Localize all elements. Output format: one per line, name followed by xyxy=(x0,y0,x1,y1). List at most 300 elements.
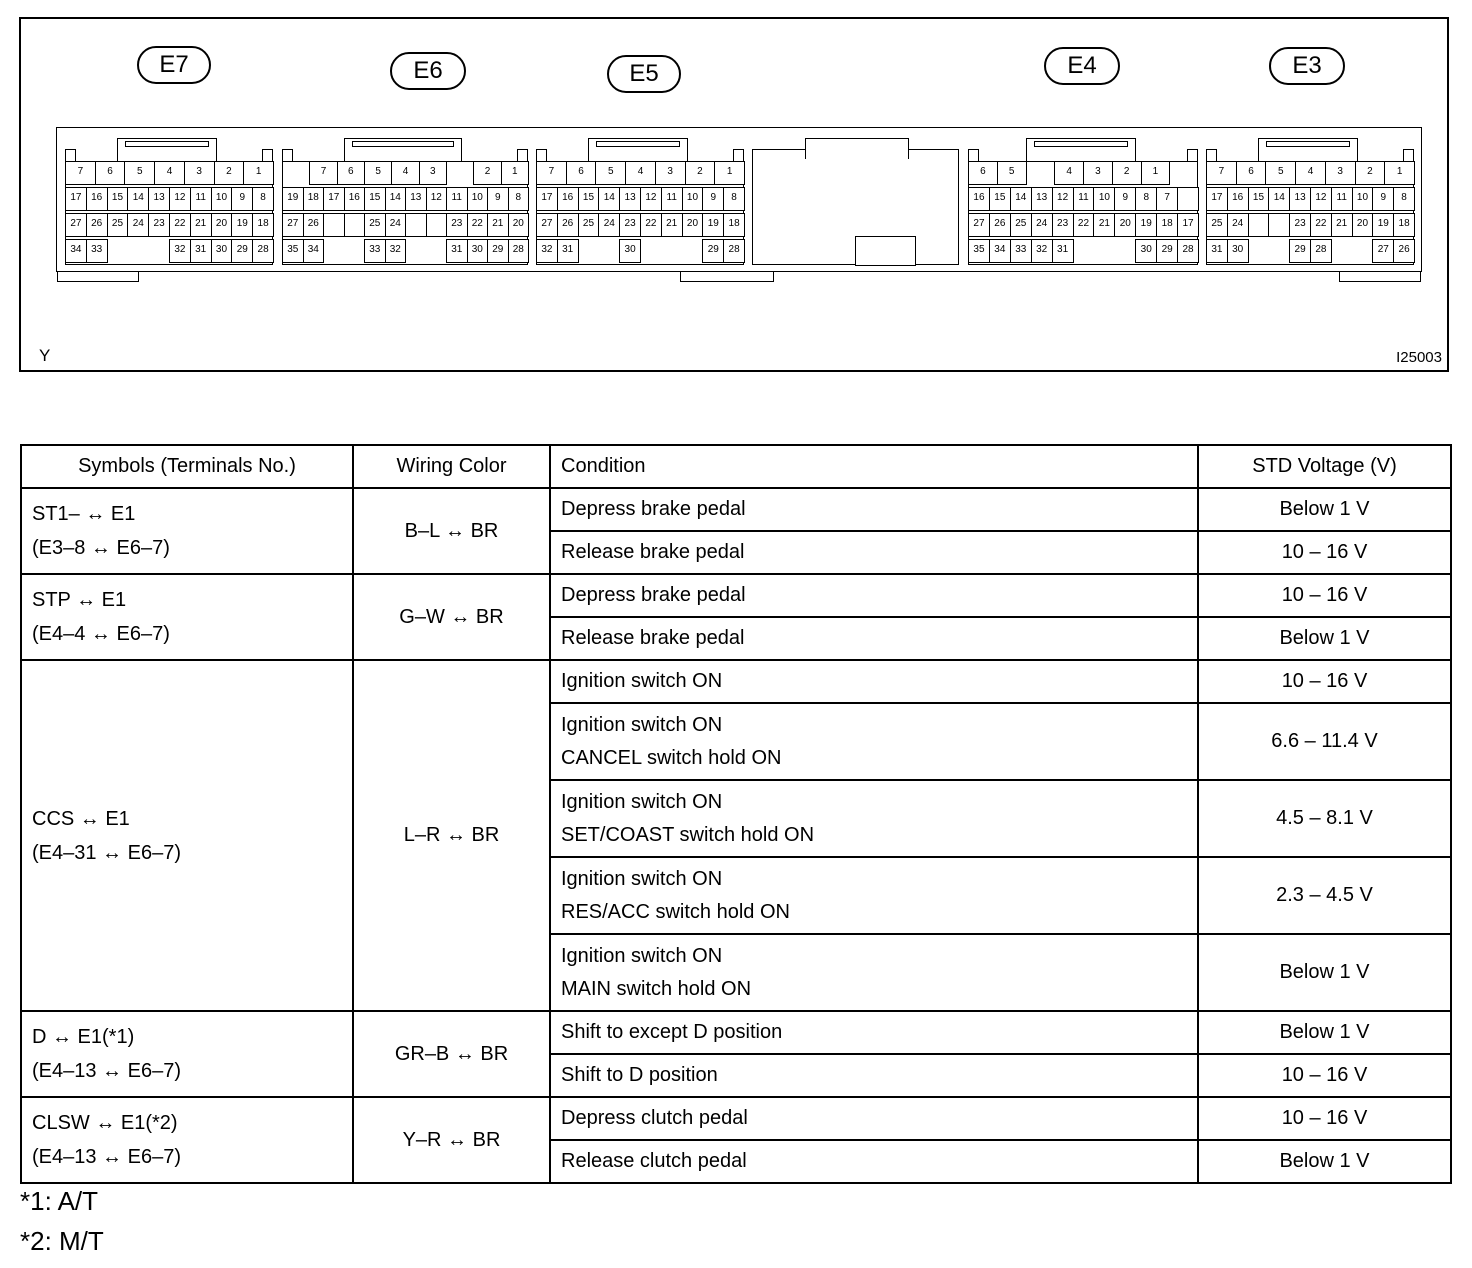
terminal-cell: 29 xyxy=(1156,239,1178,263)
terminal-cell: 21 xyxy=(190,213,212,237)
terminal-cell: 13 xyxy=(405,187,427,211)
table-row xyxy=(21,660,1451,703)
terminal-cell xyxy=(1352,239,1374,263)
std-voltage-cell: 10 – 16 V xyxy=(1198,531,1451,574)
condition-cell xyxy=(550,617,1198,660)
terminal-cell: 13 xyxy=(148,187,170,211)
terminal-cell xyxy=(1177,187,1199,211)
latch-bar xyxy=(1266,141,1350,147)
terminal-cell xyxy=(1073,239,1095,263)
condition-cell xyxy=(550,1097,1198,1140)
terminal-cell: 26 xyxy=(303,213,325,237)
terminal-cell: 29 xyxy=(231,239,253,263)
terminal-cell: 4 xyxy=(154,161,185,185)
terminal-cell: 32 xyxy=(385,239,407,263)
terminal-cell: 6 xyxy=(95,161,126,185)
terminal-cell: 12 xyxy=(169,187,191,211)
terminal-cell xyxy=(1268,213,1290,237)
terminal-cell: 33 xyxy=(86,239,108,263)
terminal-cell: 26 xyxy=(989,213,1011,237)
terminal-cell: 6 xyxy=(566,161,597,185)
terminal-cell: 18 xyxy=(1393,213,1415,237)
terminal-cell: 2 xyxy=(1355,161,1386,185)
condition-cell xyxy=(550,780,1198,857)
terminal-cell xyxy=(1248,213,1270,237)
table-body xyxy=(21,488,1451,1183)
terminal-cell: 16 xyxy=(968,187,990,211)
terminal-cell: 8 xyxy=(1393,187,1415,211)
terminal-cell xyxy=(323,213,345,237)
terminal-cell: 29 xyxy=(487,239,509,263)
terminal-cell: 18 xyxy=(252,213,274,237)
std-voltage-cell: Below 1 V xyxy=(1198,1011,1451,1054)
terminal-cell: 30 xyxy=(1227,239,1249,263)
terminal-cell xyxy=(661,239,683,263)
latch-bar xyxy=(596,141,680,147)
terminal-cell xyxy=(1093,239,1115,263)
terminal-cell: 8 xyxy=(252,187,274,211)
terminal-cell: 12 xyxy=(1310,187,1332,211)
terminal-cell: 16 xyxy=(557,187,579,211)
housing-foot-rail xyxy=(680,272,774,282)
terminal-cell: 1 xyxy=(243,161,274,185)
condition-line: Shift to except D position xyxy=(561,1021,783,1043)
terminal-cell: 8 xyxy=(723,187,745,211)
terminal-cell: 28 xyxy=(1177,239,1199,263)
terminal-cell: 3 xyxy=(419,161,447,185)
terminal-cell: 1 xyxy=(714,161,745,185)
terminal-cell: 20 xyxy=(508,213,530,237)
symbol-cell xyxy=(21,488,353,574)
terminal-cell: 20 xyxy=(1114,213,1136,237)
terminal-cell: 7 xyxy=(309,161,337,185)
terminal-cell: 11 xyxy=(661,187,683,211)
terminal-cell: 14 xyxy=(385,187,407,211)
terminal-cell: 18 xyxy=(303,187,325,211)
table-row xyxy=(21,574,1451,617)
symbol-cell xyxy=(21,574,353,660)
terminal-cell: 1 xyxy=(1141,161,1171,185)
std-voltage-cell: Below 1 V xyxy=(1198,1140,1451,1183)
connector-ear xyxy=(1206,149,1217,161)
std-voltage-cell: Below 1 V xyxy=(1198,617,1451,660)
terminal-cell: 9 xyxy=(1372,187,1394,211)
condition-line: Ignition switch ON xyxy=(561,670,723,692)
terminal-cell: 34 xyxy=(989,239,1011,263)
terminal-cell: 25 xyxy=(578,213,600,237)
header-symbols: Symbols (Terminals No.) xyxy=(21,445,353,488)
terminal-cell xyxy=(344,213,366,237)
terminal-cell: 5 xyxy=(364,161,392,185)
terminal-cell: 1 xyxy=(1384,161,1415,185)
condition-cell xyxy=(550,531,1198,574)
connector-ear xyxy=(262,149,273,161)
connector-ear xyxy=(536,149,547,161)
std-voltage-cell: 4.5 – 8.1 V xyxy=(1198,780,1451,857)
terminal-cell: 16 xyxy=(86,187,108,211)
terminal-cell: 14 xyxy=(1268,187,1290,211)
connector-label-e6: E6 xyxy=(390,52,466,90)
terminal-cell: 10 xyxy=(682,187,704,211)
terminal-cell: 11 xyxy=(446,187,468,211)
terminal-cell: 11 xyxy=(1331,187,1353,211)
terminal-cell: 25 xyxy=(1010,213,1032,237)
terminal-cell: 26 xyxy=(86,213,108,237)
condition-line: Release brake pedal xyxy=(561,627,745,649)
table-row xyxy=(21,488,1451,531)
terminal-cell: 31 xyxy=(1206,239,1228,263)
terminal-cell: 3 xyxy=(1083,161,1113,185)
terminal-cell: 33 xyxy=(1010,239,1032,263)
terminal-cell: 11 xyxy=(190,187,212,211)
terminal-cell: 15 xyxy=(1248,187,1270,211)
latch-bar xyxy=(1034,141,1128,147)
terminal-cell: 14 xyxy=(127,187,149,211)
terminal-cell: 10 xyxy=(467,187,489,211)
connector-ear xyxy=(1403,149,1414,161)
terminal-cell: 33 xyxy=(364,239,386,263)
terminal-cell: 7 xyxy=(1156,187,1178,211)
terminal-cell: 19 xyxy=(282,187,304,211)
terminal-cell xyxy=(640,239,662,263)
housing-foot-rail xyxy=(57,272,139,282)
terminal-cell: 22 xyxy=(467,213,489,237)
terminal-cell xyxy=(282,161,310,185)
terminal-cell xyxy=(426,239,448,263)
terminal-cell: 34 xyxy=(65,239,87,263)
terminal-cell: 9 xyxy=(231,187,253,211)
condition-line: SET/COAST switch hold ON xyxy=(561,823,815,846)
terminal-cell: 31 xyxy=(446,239,468,263)
terminal-cell: 35 xyxy=(282,239,304,263)
wiring-color-cell: G–W ↔ BR xyxy=(353,574,550,660)
terminal-cell: 9 xyxy=(702,187,724,211)
header-wiring-color: Wiring Color xyxy=(353,445,550,488)
condition-line: Ignition switch ON xyxy=(561,944,723,967)
terminal-cell: 20 xyxy=(1352,213,1374,237)
terminal-cell: 10 xyxy=(1352,187,1374,211)
terminal-cell: 23 xyxy=(619,213,641,237)
terminals-text: (E4–4 ↔ E6–7) xyxy=(32,623,170,645)
condition-line: Release clutch pedal xyxy=(561,1150,747,1172)
terminal-cell: 22 xyxy=(640,213,662,237)
terminal-cell: 4 xyxy=(625,161,656,185)
std-voltage-cell: 10 – 16 V xyxy=(1198,574,1451,617)
terminal-cell xyxy=(578,239,600,263)
terminal-cell: 28 xyxy=(508,239,530,263)
terminal-cell: 26 xyxy=(557,213,579,237)
terminal-cell: 30 xyxy=(467,239,489,263)
std-voltage-cell: 10 – 16 V xyxy=(1198,1054,1451,1097)
condition-line: Release brake pedal xyxy=(561,541,745,563)
terminal-cell: 4 xyxy=(1295,161,1326,185)
connector-ear xyxy=(65,149,76,161)
terminal-cell: 25 xyxy=(364,213,386,237)
footnote-1: *1: A/T xyxy=(20,1186,99,1216)
symbol-text: CLSW ↔ E1(*2) xyxy=(32,1112,178,1134)
terminal-cell xyxy=(405,239,427,263)
table-row xyxy=(21,1097,1451,1140)
terminal-cell: 28 xyxy=(723,239,745,263)
symbol-cell xyxy=(21,660,353,1011)
symbol-cell xyxy=(21,1097,353,1183)
terminal-cell: 30 xyxy=(211,239,233,263)
condition-line: Ignition switch ON xyxy=(561,867,723,890)
terminal-cell xyxy=(426,213,448,237)
terminal-cell: 31 xyxy=(1052,239,1074,263)
connector-label-e4: E4 xyxy=(1044,47,1120,85)
terminal-cell: 19 xyxy=(1135,213,1157,237)
terminal-cell xyxy=(446,161,474,185)
terminal-cell: 19 xyxy=(231,213,253,237)
condition-cell xyxy=(550,857,1198,934)
terminal-cell: 30 xyxy=(1135,239,1157,263)
terminal-cell: 32 xyxy=(169,239,191,263)
view-indicator: Y xyxy=(39,346,51,365)
terminal-cell: 1 xyxy=(501,161,529,185)
condition-line: Ignition switch ON xyxy=(561,713,723,736)
terminal-cell: 7 xyxy=(1206,161,1237,185)
terminal-cell xyxy=(1331,239,1353,263)
connector-ear xyxy=(733,149,744,161)
terminal-cell xyxy=(1169,161,1199,185)
terminal-cell: 23 xyxy=(148,213,170,237)
terminal-cell: 9 xyxy=(1114,187,1136,211)
terminals-text: (E3–8 ↔ E6–7) xyxy=(32,537,170,559)
terminals-text: (E4–31 ↔ E6–7) xyxy=(32,841,181,864)
terminal-cell xyxy=(405,213,427,237)
terminal-cell: 21 xyxy=(1093,213,1115,237)
figure-id: I25003 xyxy=(1396,349,1442,366)
terminal-cell: 20 xyxy=(682,213,704,237)
wiring-color-cell: B–L ↔ BR xyxy=(353,488,550,574)
terminal-cell: 8 xyxy=(508,187,530,211)
terminal-cell: 5 xyxy=(1265,161,1296,185)
connector-ear xyxy=(1187,149,1198,161)
terminal-voltage-table xyxy=(20,444,1452,1184)
terminal-cell xyxy=(107,239,129,263)
terminal-cell xyxy=(148,239,170,263)
condition-cell xyxy=(550,934,1198,1011)
terminal-cell xyxy=(127,239,149,263)
std-voltage-cell: 2.3 – 4.5 V xyxy=(1198,857,1451,934)
terminal-cell: 13 xyxy=(1031,187,1053,211)
terminal-cell xyxy=(1114,239,1136,263)
terminal-cell: 16 xyxy=(344,187,366,211)
terminal-cell: 4 xyxy=(391,161,419,185)
terminal-cell: 25 xyxy=(1206,213,1228,237)
blank-block-notch xyxy=(855,236,916,266)
connector-ear xyxy=(517,149,528,161)
terminal-cell xyxy=(323,239,345,263)
terminals-text: (E4–13 ↔ E6–7) xyxy=(32,1060,181,1082)
condition-line: MAIN switch hold ON xyxy=(561,977,752,1000)
terminal-cell: 23 xyxy=(1289,213,1311,237)
terminal-cell: 34 xyxy=(303,239,325,263)
terminal-cell: 24 xyxy=(1227,213,1249,237)
terminal-cell: 2 xyxy=(473,161,501,185)
terminal-cell: 13 xyxy=(1289,187,1311,211)
condition-line: Shift to D position xyxy=(561,1064,718,1086)
terminal-cell: 25 xyxy=(107,213,129,237)
terminal-cell: 9 xyxy=(487,187,509,211)
terminal-cell xyxy=(1268,239,1290,263)
terminal-cell: 18 xyxy=(723,213,745,237)
housing-foot-rail xyxy=(1339,272,1421,282)
terminal-cell: 6 xyxy=(337,161,365,185)
terminal-cell: 29 xyxy=(1289,239,1311,263)
connector-label-e7: E7 xyxy=(137,46,211,84)
condition-cell xyxy=(550,574,1198,617)
connector-ear xyxy=(968,149,979,161)
terminal-cell: 31 xyxy=(190,239,212,263)
terminal-cell xyxy=(598,239,620,263)
latch-bar xyxy=(125,141,209,147)
terminal-cell xyxy=(1248,239,1270,263)
terminal-cell: 15 xyxy=(364,187,386,211)
terminal-cell: 6 xyxy=(968,161,998,185)
terminal-cell: 15 xyxy=(989,187,1011,211)
condition-cell xyxy=(550,488,1198,531)
condition-cell xyxy=(550,703,1198,780)
wiring-color-cell: GR–B ↔ BR xyxy=(353,1011,550,1097)
terminal-cell: 5 xyxy=(124,161,155,185)
terminal-cell: 18 xyxy=(1156,213,1178,237)
terminal-cell: 22 xyxy=(169,213,191,237)
terminal-cell: 31 xyxy=(557,239,579,263)
terminal-cell: 16 xyxy=(1227,187,1249,211)
connector-label-e5: E5 xyxy=(607,55,681,93)
symbol-cell xyxy=(21,1011,353,1097)
terminal-cell: 2 xyxy=(1112,161,1142,185)
terminal-cell xyxy=(1026,161,1056,185)
terminal-cell: 4 xyxy=(1054,161,1084,185)
latch-bar xyxy=(352,141,454,147)
condition-line: RES/ACC switch hold ON xyxy=(561,900,790,923)
condition-line: CANCEL switch hold ON xyxy=(561,746,782,769)
terminal-cell: 11 xyxy=(1073,187,1095,211)
terminal-cell: 3 xyxy=(1325,161,1356,185)
terminal-cell: 13 xyxy=(619,187,641,211)
terminal-cell: 30 xyxy=(619,239,641,263)
std-voltage-cell: 10 – 16 V xyxy=(1198,660,1451,703)
terminal-cell: 5 xyxy=(595,161,626,185)
terminal-cell: 10 xyxy=(211,187,233,211)
terminal-cell: 17 xyxy=(1177,213,1199,237)
terminal-cell: 29 xyxy=(702,239,724,263)
terminal-cell: 17 xyxy=(323,187,345,211)
symbol-text: ST1– ↔ E1 xyxy=(32,503,136,525)
condition-line: Depress brake pedal xyxy=(561,584,746,606)
terminal-cell: 17 xyxy=(536,187,558,211)
terminal-cell: 17 xyxy=(65,187,87,211)
condition-line: Depress brake pedal xyxy=(561,498,746,520)
terminal-cell: 19 xyxy=(1372,213,1394,237)
terminal-cell: 32 xyxy=(1031,239,1053,263)
terminal-cell: 22 xyxy=(1073,213,1095,237)
terminal-cell: 28 xyxy=(252,239,274,263)
terminal-cell: 24 xyxy=(385,213,407,237)
terminal-cell: 15 xyxy=(578,187,600,211)
terminal-cell: 28 xyxy=(1310,239,1332,263)
terminal-cell: 27 xyxy=(536,213,558,237)
terminal-cell: 21 xyxy=(661,213,683,237)
terminal-cell: 32 xyxy=(536,239,558,263)
terminal-cell: 6 xyxy=(1236,161,1267,185)
condition-cell xyxy=(550,1054,1198,1097)
terminal-cell xyxy=(344,239,366,263)
terminal-cell: 21 xyxy=(487,213,509,237)
blank-block-latch xyxy=(805,138,909,159)
table-header-row xyxy=(21,445,1451,488)
terminal-cell: 22 xyxy=(1310,213,1332,237)
std-voltage-cell: 10 – 16 V xyxy=(1198,1097,1451,1140)
terminal-cell: 14 xyxy=(1010,187,1032,211)
terminal-cell: 15 xyxy=(107,187,129,211)
table-row xyxy=(21,1011,1451,1054)
terminal-cell: 12 xyxy=(640,187,662,211)
terminal-cell: 2 xyxy=(214,161,245,185)
std-voltage-cell: Below 1 V xyxy=(1198,488,1451,531)
terminal-cell: 27 xyxy=(968,213,990,237)
terminal-cell: 10 xyxy=(1093,187,1115,211)
terminal-cell: 17 xyxy=(1206,187,1228,211)
terminal-cell: 23 xyxy=(1052,213,1074,237)
symbol-text: CCS ↔ E1 xyxy=(32,807,130,830)
terminal-cell: 24 xyxy=(127,213,149,237)
terminal-cell: 27 xyxy=(282,213,304,237)
terminal-cell: 7 xyxy=(536,161,567,185)
terminal-cell: 24 xyxy=(1031,213,1053,237)
terminal-cell: 12 xyxy=(426,187,448,211)
terminal-cell: 27 xyxy=(1372,239,1394,263)
terminal-cell: 24 xyxy=(598,213,620,237)
terminal-cell: 5 xyxy=(997,161,1027,185)
terminal-cell: 8 xyxy=(1135,187,1157,211)
header-condition: Condition xyxy=(550,445,1198,488)
terminal-cell: 27 xyxy=(65,213,87,237)
terminal-cell: 21 xyxy=(1331,213,1353,237)
symbol-text: STP ↔ E1 xyxy=(32,589,127,611)
connector-label-e3: E3 xyxy=(1269,47,1345,85)
terminal-cell: 35 xyxy=(968,239,990,263)
std-voltage-cell: Below 1 V xyxy=(1198,934,1451,1011)
terminal-cell: 19 xyxy=(702,213,724,237)
terminal-cell xyxy=(682,239,704,263)
terminal-cell: 3 xyxy=(184,161,215,185)
std-voltage-cell: 6.6 – 11.4 V xyxy=(1198,703,1451,780)
condition-line: Ignition switch ON xyxy=(561,790,723,813)
symbol-text: D ↔ E1(*1) xyxy=(32,1026,135,1048)
connector-ear xyxy=(282,149,293,161)
terminal-cell: 3 xyxy=(655,161,686,185)
header-std-voltage: STD Voltage (V) xyxy=(1198,445,1451,488)
wiring-color-cell: Y–R ↔ BR xyxy=(353,1097,550,1183)
terminal-cell: 14 xyxy=(598,187,620,211)
condition-cell xyxy=(550,1140,1198,1183)
wiring-color-cell: L–R ↔ BR xyxy=(353,660,550,1011)
terminals-text: (E4–13 ↔ E6–7) xyxy=(32,1146,181,1168)
condition-line: Depress clutch pedal xyxy=(561,1107,748,1129)
terminal-cell: 12 xyxy=(1052,187,1074,211)
terminal-cell: 23 xyxy=(446,213,468,237)
footnote-2: *2: M/T xyxy=(20,1226,104,1256)
condition-cell xyxy=(550,1011,1198,1054)
condition-cell xyxy=(550,660,1198,703)
terminal-cell: 26 xyxy=(1393,239,1415,263)
terminal-cell: 7 xyxy=(65,161,96,185)
terminal-cell: 20 xyxy=(211,213,233,237)
